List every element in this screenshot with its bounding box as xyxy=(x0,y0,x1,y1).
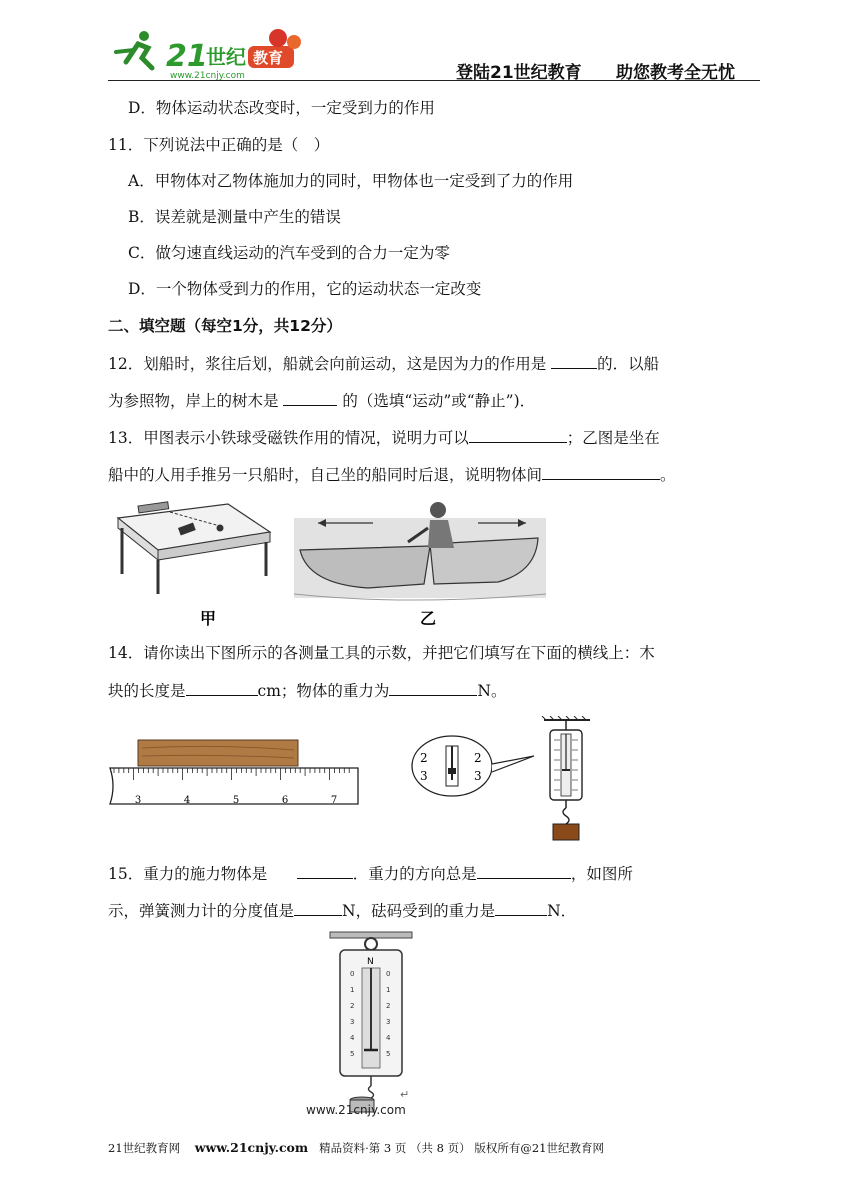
q13-text: 船中的人用手推另一只船时，自己坐的船同时后退，说明物体间 xyxy=(108,466,543,484)
q15-line1 xyxy=(108,862,633,885)
q11-option-c: C．做匀速直线运动的汽车受到的合力一定为零 xyxy=(128,244,450,262)
magnet-table-drawing xyxy=(118,502,270,594)
caption-yi: 乙 xyxy=(420,609,437,628)
svg-text:N: N xyxy=(367,957,374,967)
scale-label: 3 xyxy=(386,1018,391,1026)
q15-blank-1[interactable] xyxy=(297,862,353,879)
q15-spring-scale-figure xyxy=(300,930,440,1118)
q10-option-d: D．物体运动状态改变时，一定受到力的作用 xyxy=(128,99,435,117)
scale-label: 4 xyxy=(386,1034,391,1042)
q15-text: ，如图所 xyxy=(570,865,633,883)
q12-text: 的（选填“运动”或“静止”)． xyxy=(342,392,536,410)
q15-blank-3[interactable] xyxy=(294,899,342,916)
q15-text: N． xyxy=(547,902,577,920)
q12-text: 12．划船时，浆往后划，船就会向前运动，这是因为力的作用是 xyxy=(108,355,547,373)
q13-line1 xyxy=(108,426,660,449)
scale-label: 3 xyxy=(350,1018,355,1026)
q12-blank-1[interactable] xyxy=(551,352,597,369)
q13-text: 。 xyxy=(660,466,676,484)
q12-text: 为参照物，岸上的树木是 xyxy=(108,392,279,410)
q15-text: 示，弹簧测力计的分度值是 xyxy=(108,902,295,920)
q15-text: ．重力的方向总是 xyxy=(352,865,477,883)
q15-text: 15．重力的施力物体是 xyxy=(108,865,268,883)
return-mark: ↵ xyxy=(400,1088,410,1101)
q15-blank-4[interactable] xyxy=(495,899,547,916)
watermark-url: www.21cnjy.com xyxy=(306,1103,406,1117)
q13-text: ；乙图是坐在 xyxy=(566,429,660,447)
q14-blank-2[interactable] xyxy=(389,679,477,696)
svg-text:世纪: 世纪 xyxy=(206,45,246,69)
scale-label: 0 xyxy=(386,970,391,978)
footer xyxy=(108,1140,604,1156)
ruler-label: 3 xyxy=(134,795,142,806)
ruler-label: 5 xyxy=(232,795,240,806)
zoom-label: 3 xyxy=(420,769,428,783)
q15-text: N，砝码受到的重力是 xyxy=(342,902,496,920)
zoom-label: 3 xyxy=(474,769,482,783)
q12-line2 xyxy=(108,389,535,412)
boats-drawing xyxy=(294,502,546,600)
ruler-figure xyxy=(108,736,368,810)
q12-line1 xyxy=(108,352,659,375)
caption-jia: 甲 xyxy=(200,609,217,628)
scale-label: 4 xyxy=(350,1034,355,1042)
footer-site: 21世纪教育网 xyxy=(108,1141,181,1155)
q15-blank-2[interactable] xyxy=(477,862,571,879)
q13-blank-2[interactable] xyxy=(542,463,660,480)
scale-label: 5 xyxy=(386,1050,391,1058)
q14-text: 块的长度是 xyxy=(108,682,186,700)
spring-scale-figure xyxy=(408,716,608,842)
q11-option-d: D．一个物体受到力的作用，它的运动状态一定改变 xyxy=(128,280,482,298)
header xyxy=(108,22,760,82)
q14-line2 xyxy=(108,679,506,702)
q11-stem: 11．下列说法中正确的是（ ） xyxy=(108,136,330,154)
zoom-label: 2 xyxy=(474,751,482,765)
q13-figures xyxy=(108,498,558,628)
scale-label: 1 xyxy=(350,986,355,994)
scale-label: 2 xyxy=(386,1002,391,1010)
scale-label: 0 xyxy=(350,970,355,978)
slogan-left: 登陆21世纪教育 xyxy=(456,63,582,83)
q12-text: 的．以船 xyxy=(597,355,660,373)
logo xyxy=(108,22,308,80)
ruler-label: 4 xyxy=(183,795,191,806)
footer-page-info: 精品资料·第 3 页 （共 8 页） 版权所有@21世纪教育网 xyxy=(319,1141,604,1155)
slogan-right: 助您教考全无忧 xyxy=(616,63,735,83)
q15-line2 xyxy=(108,899,576,922)
q14-text: cm；物体的重力为 xyxy=(257,682,390,700)
zoom-label: 2 xyxy=(420,751,428,765)
header-divider xyxy=(108,80,760,81)
svg-text:教育: 教育 xyxy=(253,49,284,67)
scale-label: 2 xyxy=(350,1002,355,1010)
svg-text:21: 21 xyxy=(166,39,208,74)
q13-text: 13．甲图表示小铁球受磁铁作用的情况，说明力可以 xyxy=(108,429,469,447)
q11-option-b: B．误差就是测量中产生的错误 xyxy=(128,208,341,226)
section-title: 二、填空题（每空1分，共12分） xyxy=(108,317,342,335)
scale-label: 5 xyxy=(350,1050,355,1058)
q14-text: N。 xyxy=(477,682,507,700)
footer-url[interactable]: www.21cnjy.com xyxy=(194,1140,309,1155)
q13-line2 xyxy=(108,463,676,486)
q12-blank-2[interactable] xyxy=(283,389,337,406)
q13-blank-1[interactable] xyxy=(469,426,567,443)
ruler-label: 6 xyxy=(281,795,289,806)
q11-option-a: A．甲物体对乙物体施加力的同时，甲物体也一定受到了力的作用 xyxy=(128,172,574,190)
scale-label: 1 xyxy=(386,986,391,994)
logo-url: www.21cnjy.com xyxy=(170,71,245,80)
ruler-label: 7 xyxy=(330,795,338,806)
runner-icon xyxy=(126,44,152,68)
q14-blank-1[interactable] xyxy=(186,679,258,696)
q14-line1: 14．请你读出下图所示的各测量工具的示数，并把它们填写在下面的横线上：木 xyxy=(108,644,655,662)
